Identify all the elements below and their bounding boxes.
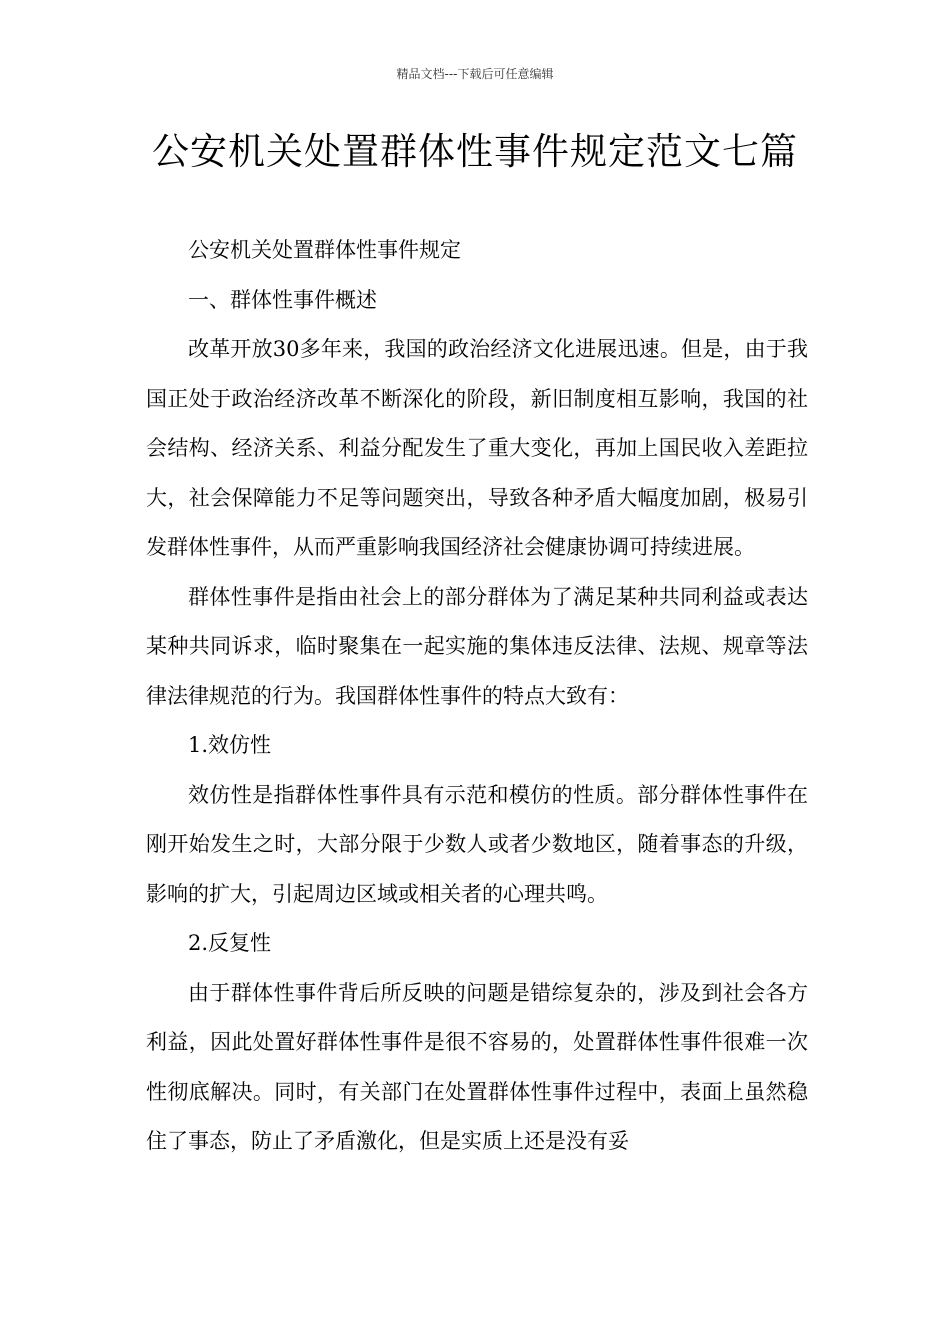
document-body xyxy=(146,226,808,1167)
section-heading-overview: 一、群体性事件概述 xyxy=(188,287,377,312)
paragraph-recurrence: 由于群体性事件背后所反映的问题是错综复杂的，涉及到社会各方利益，因此处置好群体性事件是很不容易的，处置群体性事件很难一次性彻底解决。同时，有关部门在处置群体性事件过程中，表面上虽然稳住了事态，防止了矛盾激化，但是实质上还是没有妥 xyxy=(146,980,808,1153)
item-heading-imitation: 1.效仿性 xyxy=(188,733,272,757)
document-title: 公安机关处置群体性事件规定范文七篇 xyxy=(152,130,798,173)
paragraph-background: 改革开放30多年来，我国的政治经济文化进展迅速。但是，由于我国正处于政治经济改革不断深化的阶段，新旧制度相互影响，我国的社会结构、经济关系、利益分配发生了重大变化，再加上国民收入差距拉大，社会保障能力不足等问题突出，导致各种矛盾大幅度加剧，极易引发群体性事件，从而严重影响我国经济社会健康协调可持续进展。 xyxy=(146,337,808,559)
item-heading-recurrence: 2.反复性 xyxy=(188,931,272,955)
paragraph-imitation: 效仿性是指群体性事件具有示范和模仿的性质。部分群体性事件在刚开始发生之时，大部分限于少数人或者少数地区，随着事态的升级，影响的扩大，引起周边区域或相关者的心理共鸣。 xyxy=(146,782,808,906)
header-note: 精品文档---下载后可任意编辑 xyxy=(396,67,554,81)
paragraph-subtitle: 公安机关处置群体性事件规定 xyxy=(188,238,461,262)
paragraph-definition: 群体性事件是指由社会上的部分群体为了满足某种共同利益或表达某种共同诉求，临时聚集在一起实施的集体违反法律、法规、规章等法律法律规范的行为。我国群体性事件的特点大致有： xyxy=(146,584,808,708)
